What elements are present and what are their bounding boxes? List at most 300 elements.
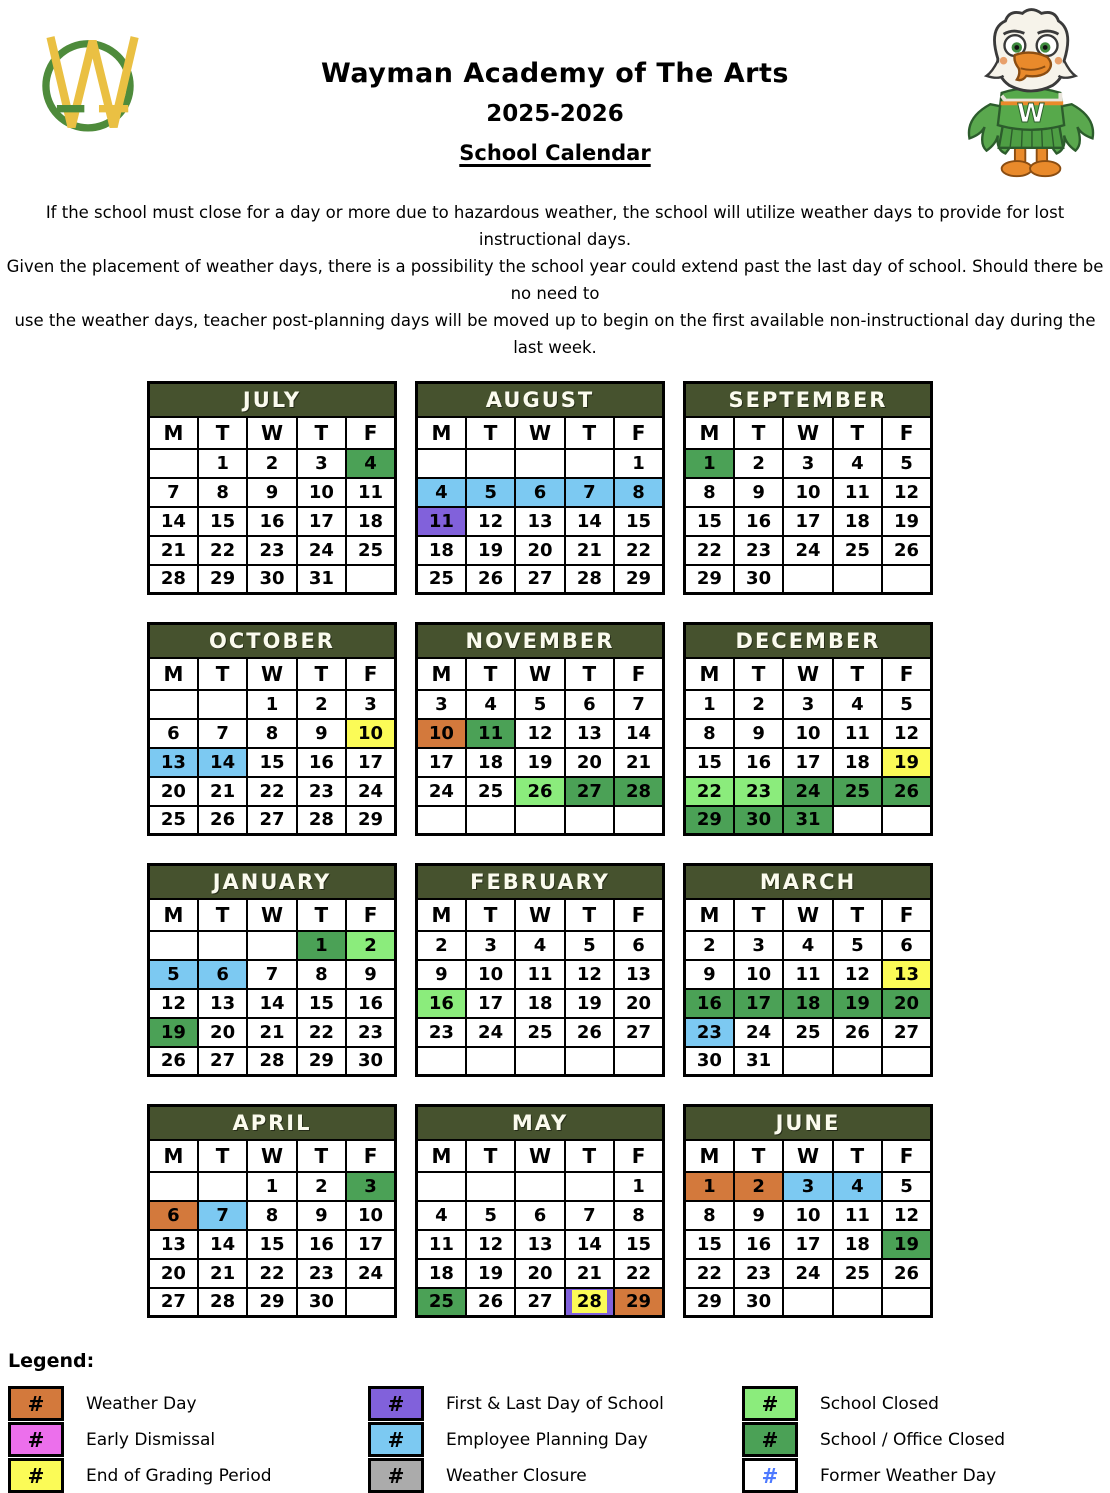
- day-header-cell: T: [466, 899, 515, 931]
- day-cell: 8: [685, 478, 734, 507]
- empty-cell: [417, 806, 466, 835]
- day-header-cell: T: [833, 1140, 882, 1172]
- day-cell: 29: [685, 565, 734, 594]
- month-calendar-march: [683, 863, 933, 1077]
- legend-item: [742, 1422, 1005, 1457]
- legend-item: [368, 1422, 742, 1457]
- empty-cell: [565, 806, 614, 835]
- day-cell: 18: [833, 748, 882, 777]
- day-cell: 14: [565, 507, 614, 536]
- day-header-cell: T: [565, 899, 614, 931]
- day-cell: 11: [515, 960, 564, 989]
- day-cell: 16: [734, 507, 783, 536]
- day-header-cell: T: [565, 658, 614, 690]
- day-cell: 29: [614, 565, 663, 594]
- month-title: AUGUST: [417, 383, 664, 417]
- day-cell: 26: [149, 1047, 198, 1076]
- day-cell: 27: [515, 565, 564, 594]
- legend-label: School / Office Closed: [820, 1429, 1006, 1450]
- day-header-cell: F: [882, 417, 931, 449]
- day-cell: 9: [734, 1201, 783, 1230]
- day-cell: 3: [417, 690, 466, 719]
- day-cell: 8: [614, 1201, 663, 1230]
- month-title: JANUARY: [149, 865, 396, 899]
- day-cell: 22: [685, 1259, 734, 1288]
- day-cell: 16: [685, 989, 734, 1018]
- legend-label: First & Last Day of School: [446, 1393, 664, 1414]
- day-cell: 1: [198, 449, 247, 478]
- day-cell: 16: [734, 1230, 783, 1259]
- day-header-cell: W: [515, 417, 564, 449]
- legend-swatch-school_closed-icon: #: [742, 1386, 798, 1421]
- day-cell: 2: [734, 449, 783, 478]
- legend-swatch-first_last-icon: #: [368, 1386, 424, 1421]
- day-cell: 24: [346, 777, 395, 806]
- day-header-cell: F: [614, 1140, 663, 1172]
- day-header-cell: F: [346, 1140, 395, 1172]
- day-cell: 7: [614, 690, 663, 719]
- day-cell: 24: [466, 1018, 515, 1047]
- day-cell: 20: [198, 1018, 247, 1047]
- day-cell: 8: [247, 719, 296, 748]
- day-header-cell: W: [515, 899, 564, 931]
- day-cell: 28: [614, 777, 663, 806]
- day-cell: 25: [833, 777, 882, 806]
- day-cell: 13: [515, 507, 564, 536]
- day-cell: 30: [734, 1288, 783, 1317]
- day-cell: 15: [614, 1230, 663, 1259]
- day-cell: 30: [247, 565, 296, 594]
- day-header-cell: F: [346, 658, 395, 690]
- day-cell: 26: [833, 1018, 882, 1047]
- day-cell: 12: [149, 989, 198, 1018]
- empty-cell: [882, 806, 931, 835]
- month-title: JULY: [149, 383, 396, 417]
- day-cell: 15: [297, 989, 346, 1018]
- day-cell: 14: [247, 989, 296, 1018]
- legend-item: [742, 1386, 1005, 1421]
- day-cell: 2: [247, 449, 296, 478]
- day-cell: 12: [882, 1201, 931, 1230]
- day-cell: 23: [297, 1259, 346, 1288]
- day-header-cell: M: [149, 658, 198, 690]
- legend-item: [8, 1422, 368, 1457]
- day-header-cell: F: [346, 417, 395, 449]
- day-cell: 11: [833, 478, 882, 507]
- day-cell: 3: [783, 1172, 832, 1201]
- day-cell: 6: [565, 690, 614, 719]
- empty-cell: [515, 806, 564, 835]
- day-header-cell: T: [734, 1140, 783, 1172]
- day-cell: 23: [685, 1018, 734, 1047]
- day-cell: 1: [614, 1172, 663, 1201]
- day-header-cell: W: [247, 899, 296, 931]
- day-header-cell: M: [149, 417, 198, 449]
- day-cell: 27: [614, 1018, 663, 1047]
- day-cell: 10: [783, 478, 832, 507]
- day-header-cell: T: [198, 899, 247, 931]
- month-calendar-september: [683, 381, 933, 595]
- empty-cell: [247, 931, 296, 960]
- day-cell: 27: [515, 1288, 564, 1317]
- legend-item: [742, 1458, 1005, 1493]
- day-header-cell: M: [685, 1140, 734, 1172]
- day-cell: 9: [685, 960, 734, 989]
- day-cell: 1: [247, 1172, 296, 1201]
- day-cell: 17: [466, 989, 515, 1018]
- day-cell: 18: [833, 507, 882, 536]
- day-cell: 16: [346, 989, 395, 1018]
- day-cell: 19: [882, 1230, 931, 1259]
- day-cell: 29: [685, 806, 734, 835]
- day-cell: 15: [685, 507, 734, 536]
- day-cell: 15: [685, 748, 734, 777]
- day-cell: 21: [614, 748, 663, 777]
- day-cell: 23: [247, 536, 296, 565]
- month-calendar-june: [683, 1104, 933, 1318]
- day-cell: 13: [149, 748, 198, 777]
- day-cell: 20: [565, 748, 614, 777]
- empty-cell: [833, 565, 882, 594]
- month-title: SEPTEMBER: [685, 383, 932, 417]
- day-cell: 7: [198, 719, 247, 748]
- day-cell: 8: [247, 1201, 296, 1230]
- day-cell: 12: [882, 719, 931, 748]
- legend-swatch-weather_closure-icon: #: [368, 1458, 424, 1493]
- day-header-cell: M: [149, 1140, 198, 1172]
- day-cell: 27: [247, 806, 296, 835]
- day-cell: 30: [685, 1047, 734, 1076]
- day-cell: 4: [833, 690, 882, 719]
- empty-cell: [783, 1288, 832, 1317]
- legend-item: [368, 1386, 742, 1421]
- empty-cell: [149, 931, 198, 960]
- day-cell: 18: [417, 536, 466, 565]
- day-header-cell: M: [417, 417, 466, 449]
- empty-cell: [198, 1172, 247, 1201]
- day-cell: 8: [614, 478, 663, 507]
- day-cell: 11: [417, 1230, 466, 1259]
- legend-swatch-planning-icon: #: [368, 1422, 424, 1457]
- day-cell: 12: [833, 960, 882, 989]
- month-title: OCTOBER: [149, 624, 396, 658]
- day-cell: 15: [614, 507, 663, 536]
- day-cell: 3: [297, 449, 346, 478]
- day-cell: 19: [149, 1018, 198, 1047]
- empty-cell: [515, 1047, 564, 1076]
- day-cell: 22: [247, 777, 296, 806]
- day-cell: 26: [882, 777, 931, 806]
- legend-label: Employee Planning Day: [446, 1429, 648, 1450]
- day-cell: 27: [198, 1047, 247, 1076]
- day-cell: 23: [417, 1018, 466, 1047]
- empty-cell: [466, 1047, 515, 1076]
- day-cell: 14: [565, 1230, 614, 1259]
- day-cell: [565, 1288, 614, 1317]
- day-header-cell: T: [198, 417, 247, 449]
- day-header-cell: T: [565, 1140, 614, 1172]
- school-name: Wayman Academy of The Arts: [321, 58, 789, 89]
- day-cell: 24: [417, 777, 466, 806]
- day-cell: 17: [417, 748, 466, 777]
- day-cell: 8: [198, 478, 247, 507]
- day-cell: 22: [198, 536, 247, 565]
- day-cell: 29: [685, 1288, 734, 1317]
- month-title: FEBRUARY: [417, 865, 664, 899]
- day-cell: 10: [734, 960, 783, 989]
- day-header-cell: T: [833, 417, 882, 449]
- day-cell: 6: [198, 960, 247, 989]
- day-cell: 7: [565, 478, 614, 507]
- day-cell: 19: [882, 748, 931, 777]
- day-cell: 21: [565, 536, 614, 565]
- day-header-cell: T: [833, 658, 882, 690]
- day-cell: 25: [833, 536, 882, 565]
- day-cell: 3: [346, 690, 395, 719]
- day-cell: 24: [346, 1259, 395, 1288]
- day-cell: 12: [466, 1230, 515, 1259]
- day-cell: 19: [515, 748, 564, 777]
- day-header-cell: T: [466, 417, 515, 449]
- day-cell: 4: [417, 1201, 466, 1230]
- day-cell: 10: [466, 960, 515, 989]
- month-title: APRIL: [149, 1106, 396, 1140]
- day-header-cell: F: [882, 899, 931, 931]
- day-cell: 11: [833, 1201, 882, 1230]
- day-cell: 17: [783, 507, 832, 536]
- day-cell: 15: [247, 1230, 296, 1259]
- empty-cell: [833, 1047, 882, 1076]
- day-cell: 28: [198, 1288, 247, 1317]
- day-cell: 16: [734, 748, 783, 777]
- day-cell: 5: [515, 690, 564, 719]
- day-cell: 11: [466, 719, 515, 748]
- day-cell: 30: [734, 565, 783, 594]
- day-header-cell: T: [466, 1140, 515, 1172]
- day-cell: 23: [297, 777, 346, 806]
- empty-cell: [833, 1288, 882, 1317]
- day-header-cell: M: [685, 899, 734, 931]
- empty-cell: [565, 1172, 614, 1201]
- day-cell: 4: [515, 931, 564, 960]
- day-cell: 2: [734, 1172, 783, 1201]
- day-cell: 7: [198, 1201, 247, 1230]
- month-calendar-april: [147, 1104, 397, 1318]
- day-cell: 9: [346, 960, 395, 989]
- day-cell: 27: [149, 1288, 198, 1317]
- svg-text:W: W: [1016, 99, 1046, 130]
- day-cell: 15: [685, 1230, 734, 1259]
- empty-cell: [417, 449, 466, 478]
- day-cell: 10: [346, 719, 395, 748]
- day-cell: 3: [466, 931, 515, 960]
- school-mascot: [960, 2, 1102, 184]
- day-header-cell: T: [734, 658, 783, 690]
- day-header-cell: W: [247, 417, 296, 449]
- day-header-cell: F: [614, 417, 663, 449]
- intro-line-1: If the school must close for a day or more due to hazardous weather, the school will utilize weather days to provide for lost instructional days.: [45, 203, 1065, 249]
- month-title: MAY: [417, 1106, 664, 1140]
- day-cell: 17: [783, 748, 832, 777]
- day-cell: 4: [783, 931, 832, 960]
- legend-swatch-former_weather-icon: #: [742, 1458, 798, 1493]
- day-cell: 21: [247, 1018, 296, 1047]
- empty-cell: [882, 1288, 931, 1317]
- day-cell: 9: [417, 960, 466, 989]
- legend-title: Legend:: [8, 1350, 95, 1372]
- day-cell: 29: [198, 565, 247, 594]
- day-header-cell: W: [515, 658, 564, 690]
- day-cell: 21: [565, 1259, 614, 1288]
- day-cell: 13: [149, 1230, 198, 1259]
- day-cell: 25: [783, 1018, 832, 1047]
- day-cell: 5: [149, 960, 198, 989]
- day-cell: 27: [882, 1018, 931, 1047]
- day-cell: 4: [346, 449, 395, 478]
- day-header-cell: M: [685, 658, 734, 690]
- month-calendar-july: [147, 381, 397, 595]
- day-header-cell: W: [783, 658, 832, 690]
- day-header-cell: F: [614, 899, 663, 931]
- empty-cell: [882, 1047, 931, 1076]
- day-cell: 5: [882, 449, 931, 478]
- day-header-cell: F: [614, 658, 663, 690]
- day-cell: 3: [783, 690, 832, 719]
- empty-cell: [417, 1172, 466, 1201]
- day-header-cell: T: [198, 1140, 247, 1172]
- day-cell: 11: [783, 960, 832, 989]
- day-cell: 30: [346, 1047, 395, 1076]
- day-cell: 19: [466, 1259, 515, 1288]
- day-cell: 16: [247, 507, 296, 536]
- day-cell: 19: [565, 989, 614, 1018]
- day-cell: 31: [783, 806, 832, 835]
- day-cell: 9: [734, 478, 783, 507]
- day-header-cell: M: [685, 417, 734, 449]
- day-cell: 29: [247, 1288, 296, 1317]
- day-cell: 10: [783, 1201, 832, 1230]
- day-header-cell: T: [734, 417, 783, 449]
- day-cell: 25: [515, 1018, 564, 1047]
- month-calendar-october: [147, 622, 397, 836]
- day-cell: 19: [833, 989, 882, 1018]
- legend-label: End of Grading Period: [86, 1465, 272, 1486]
- day-cell: 23: [734, 536, 783, 565]
- day-header-cell: F: [346, 899, 395, 931]
- empty-cell: [783, 565, 832, 594]
- legend-column: [8, 1386, 368, 1493]
- day-cell: 25: [833, 1259, 882, 1288]
- day-cell: 21: [149, 536, 198, 565]
- school-year: 2025-2026: [486, 101, 624, 127]
- month-calendar-august: [415, 381, 665, 595]
- legend-item: [8, 1458, 368, 1493]
- empty-cell: [346, 565, 395, 594]
- month-calendar-november: [415, 622, 665, 836]
- day-header-cell: T: [297, 1140, 346, 1172]
- legend-swatch-weather-icon: #: [8, 1386, 64, 1421]
- day-cell: 10: [417, 719, 466, 748]
- day-cell: 29: [346, 806, 395, 835]
- legend-label: Weather Closure: [446, 1465, 587, 1486]
- day-cell: 14: [198, 1230, 247, 1259]
- day-cell: 24: [783, 536, 832, 565]
- calendar-subtitle: School Calendar: [459, 141, 651, 165]
- empty-cell: [515, 1172, 564, 1201]
- day-cell: 9: [297, 1201, 346, 1230]
- day-cell: 11: [346, 478, 395, 507]
- legend-swatch-grading-icon: #: [8, 1458, 64, 1493]
- day-cell: 23: [346, 1018, 395, 1047]
- legend-column: [368, 1386, 742, 1493]
- month-calendar-february: [415, 863, 665, 1077]
- day-header-cell: M: [417, 658, 466, 690]
- months-grid: [147, 381, 1110, 1318]
- day-cell: 26: [882, 1259, 931, 1288]
- month-calendar-may: [415, 1104, 665, 1318]
- day-cell: 9: [734, 719, 783, 748]
- day-cell: 24: [783, 1259, 832, 1288]
- day-cell: 13: [614, 960, 663, 989]
- title-block: [0, 58, 1110, 165]
- legend-column: [742, 1386, 1005, 1493]
- day-cell: 5: [565, 931, 614, 960]
- day-cell: 19: [466, 536, 515, 565]
- day-cell: 24: [734, 1018, 783, 1047]
- day-cell: 28: [297, 806, 346, 835]
- day-cell: 19: [882, 507, 931, 536]
- day-cell: 11: [833, 719, 882, 748]
- day-cell: 3: [734, 931, 783, 960]
- day-cell: 6: [515, 1201, 564, 1230]
- day-header-cell: M: [149, 899, 198, 931]
- day-cell: 5: [833, 931, 882, 960]
- day-cell: 23: [734, 1259, 783, 1288]
- day-cell: 28: [565, 565, 614, 594]
- day-cell: 3: [346, 1172, 395, 1201]
- day-cell: 17: [346, 748, 395, 777]
- empty-cell: [466, 1172, 515, 1201]
- legend-label: Early Dismissal: [86, 1429, 216, 1450]
- day-header-cell: F: [882, 1140, 931, 1172]
- day-cell: 26: [882, 536, 931, 565]
- day-cell: 26: [466, 565, 515, 594]
- day-cell: 1: [685, 690, 734, 719]
- day-cell: 15: [247, 748, 296, 777]
- intro-line-2: Given the placement of weather days, there is a possibility the school year could extend past the last day of school. Should there be no need to: [6, 257, 1104, 303]
- day-header-cell: W: [783, 417, 832, 449]
- day-cell: 20: [614, 989, 663, 1018]
- day-cell: 15: [198, 507, 247, 536]
- day-cell: 1: [685, 449, 734, 478]
- day-cell: 31: [734, 1047, 783, 1076]
- empty-cell: [417, 1047, 466, 1076]
- empty-cell: [198, 690, 247, 719]
- day-header-cell: W: [247, 658, 296, 690]
- day-cell: 3: [783, 449, 832, 478]
- day-cell: 25: [417, 1288, 466, 1317]
- day-cell: 22: [247, 1259, 296, 1288]
- eagle-mascot-icon: [960, 2, 1102, 180]
- day-cell: 8: [685, 1201, 734, 1230]
- day-cell: 12: [565, 960, 614, 989]
- empty-cell: [783, 1047, 832, 1076]
- empty-cell: [565, 1047, 614, 1076]
- day-cell: 7: [149, 478, 198, 507]
- day-cell: 22: [685, 777, 734, 806]
- day-cell: 18: [833, 1230, 882, 1259]
- day-header-cell: M: [417, 899, 466, 931]
